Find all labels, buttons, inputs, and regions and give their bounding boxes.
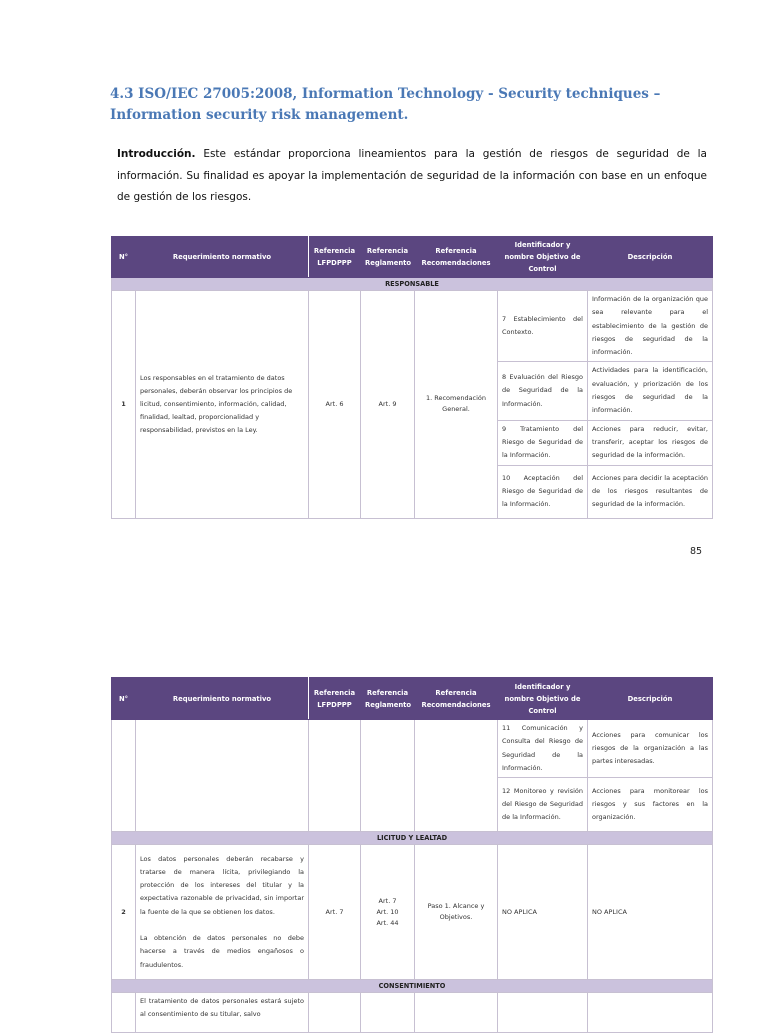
empty-cell (588, 993, 713, 1033)
control-id-cell: 8 Evaluación del Riesgo de Seguridad de la Información. (498, 362, 588, 420)
control-desc-cell: Acciones para reducir, evitar, transferir, aceptar los riesgos de seguridad de la información. (588, 420, 713, 465)
row-number: 2 (112, 845, 136, 980)
col-header-requirement: Requerimiento normativo (136, 237, 309, 278)
intro-text: Este estándar proporciona lineamientos para la gestión de riesgos de seguridad de la información. Su finalidad es apoyar la implementación de seguridad de la información con base en un enfoque de gestión de los riesgos. (117, 148, 707, 203)
ref-reglamento-cell (361, 845, 415, 980)
col-header-ref-reglamento: Referencia Reglamento (361, 237, 415, 278)
section-heading: 4.3 ISO/IEC 27005:2008, Information Technology - Security techniques – Information security risk management. (110, 86, 661, 123)
col-header-requirement: Requerimiento normativo (136, 678, 309, 720)
control-id-cell: 9 Tratamiento del Riesgo de Seguridad de la Información. (498, 420, 588, 465)
requirement-cell: Los responsables en el tratamiento de datos personales, deberán observar los principios de licitud, consentimiento, información, calidad, finalidad, lealtad, proporcionalidad y responsabilidad, previstos en la Ley. (136, 291, 309, 519)
empty-cell (112, 720, 136, 832)
empty-cell (136, 720, 309, 832)
control-id-cell: 7 Establecimiento del Contexto. (498, 291, 588, 362)
col-header-num: N° (112, 678, 136, 720)
requirement-cell: El tratamiento de datos personales estará sujeto al consentimiento de su titular, salvo (136, 993, 309, 1033)
requirement-cell (136, 845, 309, 980)
empty-cell (309, 720, 361, 832)
control-id-cell: NO APLICA (498, 845, 588, 980)
col-header-ref-lfpdppp: Referencia LFPDPPP (309, 237, 361, 278)
intro-label: Introducción. (117, 148, 196, 160)
empty-cell (361, 720, 415, 832)
ref-lfpdppp-cell: Art. 6 (309, 291, 361, 519)
control-desc-cell: Acciones para monitorear los riesgos y sus factores en la organización. (588, 778, 713, 832)
requirements-table-1 (111, 236, 713, 519)
empty-cell (415, 993, 498, 1033)
page-number: 85 (690, 546, 703, 557)
col-header-num: N° (112, 237, 136, 278)
section-row-consentimiento: CONSENTIMIENTO (112, 980, 713, 993)
col-header-ref-reglamento: Referencia Reglamento (361, 678, 415, 720)
ref-reglamento-cell: Art. 9 (361, 291, 415, 519)
control-desc-cell: Información de la organización que sea relevante para el establecimiento de la gestión de riesgos de seguridad de la información. (588, 291, 713, 362)
col-header-description: Descripción (588, 237, 713, 278)
reglamento-item: Art. 7 (378, 896, 397, 905)
control-id-cell: 11 Comunicación y Consulta del Riesgo de Seguridad de la Información. (498, 720, 588, 778)
ref-recomendaciones-cell: Paso 1. Alcance y Objetivos. (415, 845, 498, 980)
empty-cell (415, 720, 498, 832)
requirement-paragraph: La obtención de datos personales no debe hacerse a través de medios engañosos o fraudulentos. (140, 933, 304, 969)
col-header-ref-lfpdppp: Referencia LFPDPPP (309, 678, 361, 720)
empty-cell (498, 993, 588, 1033)
requirement-paragraph: Los datos personales deberán recabarse y tratarse de manera lícita, privilegiando la protección de los intereses del titular y la expectativa razonable de privacidad, sin importar la fuente de la que se obtienen los datos. (140, 854, 304, 916)
control-desc-cell: Acciones para decidir la aceptación de los riesgos resultantes de seguridad de la información. (588, 465, 713, 518)
reglamento-item: Art. 10 (376, 907, 399, 916)
requirements-table-2 (111, 677, 713, 1033)
control-desc-cell: NO APLICA (588, 845, 713, 980)
col-header-description: Descripción (588, 678, 713, 720)
empty-cell (309, 993, 361, 1033)
row-number: 1 (112, 291, 136, 519)
control-desc-cell: Acciones para comunicar los riesgos de la organización a las partes interesadas. (588, 720, 713, 778)
ref-lfpdppp-cell: Art. 7 (309, 845, 361, 980)
section-row-licitud: LICITUD Y LEALTAD (112, 832, 713, 845)
control-id-cell: 12 Monitoreo y revisión del Riesgo de Seguridad de la Información. (498, 778, 588, 832)
control-id-cell: 10 Aceptación del Riesgo de Seguridad de la Información. (498, 465, 588, 518)
section-row-responsable: RESPONSABLE (112, 278, 713, 291)
ref-recomendaciones-cell: 1. Recomendación General. (415, 291, 498, 519)
col-header-identifier: Identificador y nombre Objetivo de Control (498, 237, 588, 278)
col-header-ref-recomendaciones: Referencia Recomendaciones (415, 237, 498, 278)
empty-cell (112, 993, 136, 1033)
reglamento-item: Art. 44 (376, 918, 399, 927)
control-desc-cell: Actividades para la identificación, evaluación, y priorización de los riesgos de seguridad de la información. (588, 362, 713, 420)
col-header-identifier: Identificador y nombre Objetivo de Control (498, 678, 588, 720)
empty-cell (361, 993, 415, 1033)
col-header-ref-recomendaciones: Referencia Recomendaciones (415, 678, 498, 720)
intro-paragraph (117, 144, 707, 209)
